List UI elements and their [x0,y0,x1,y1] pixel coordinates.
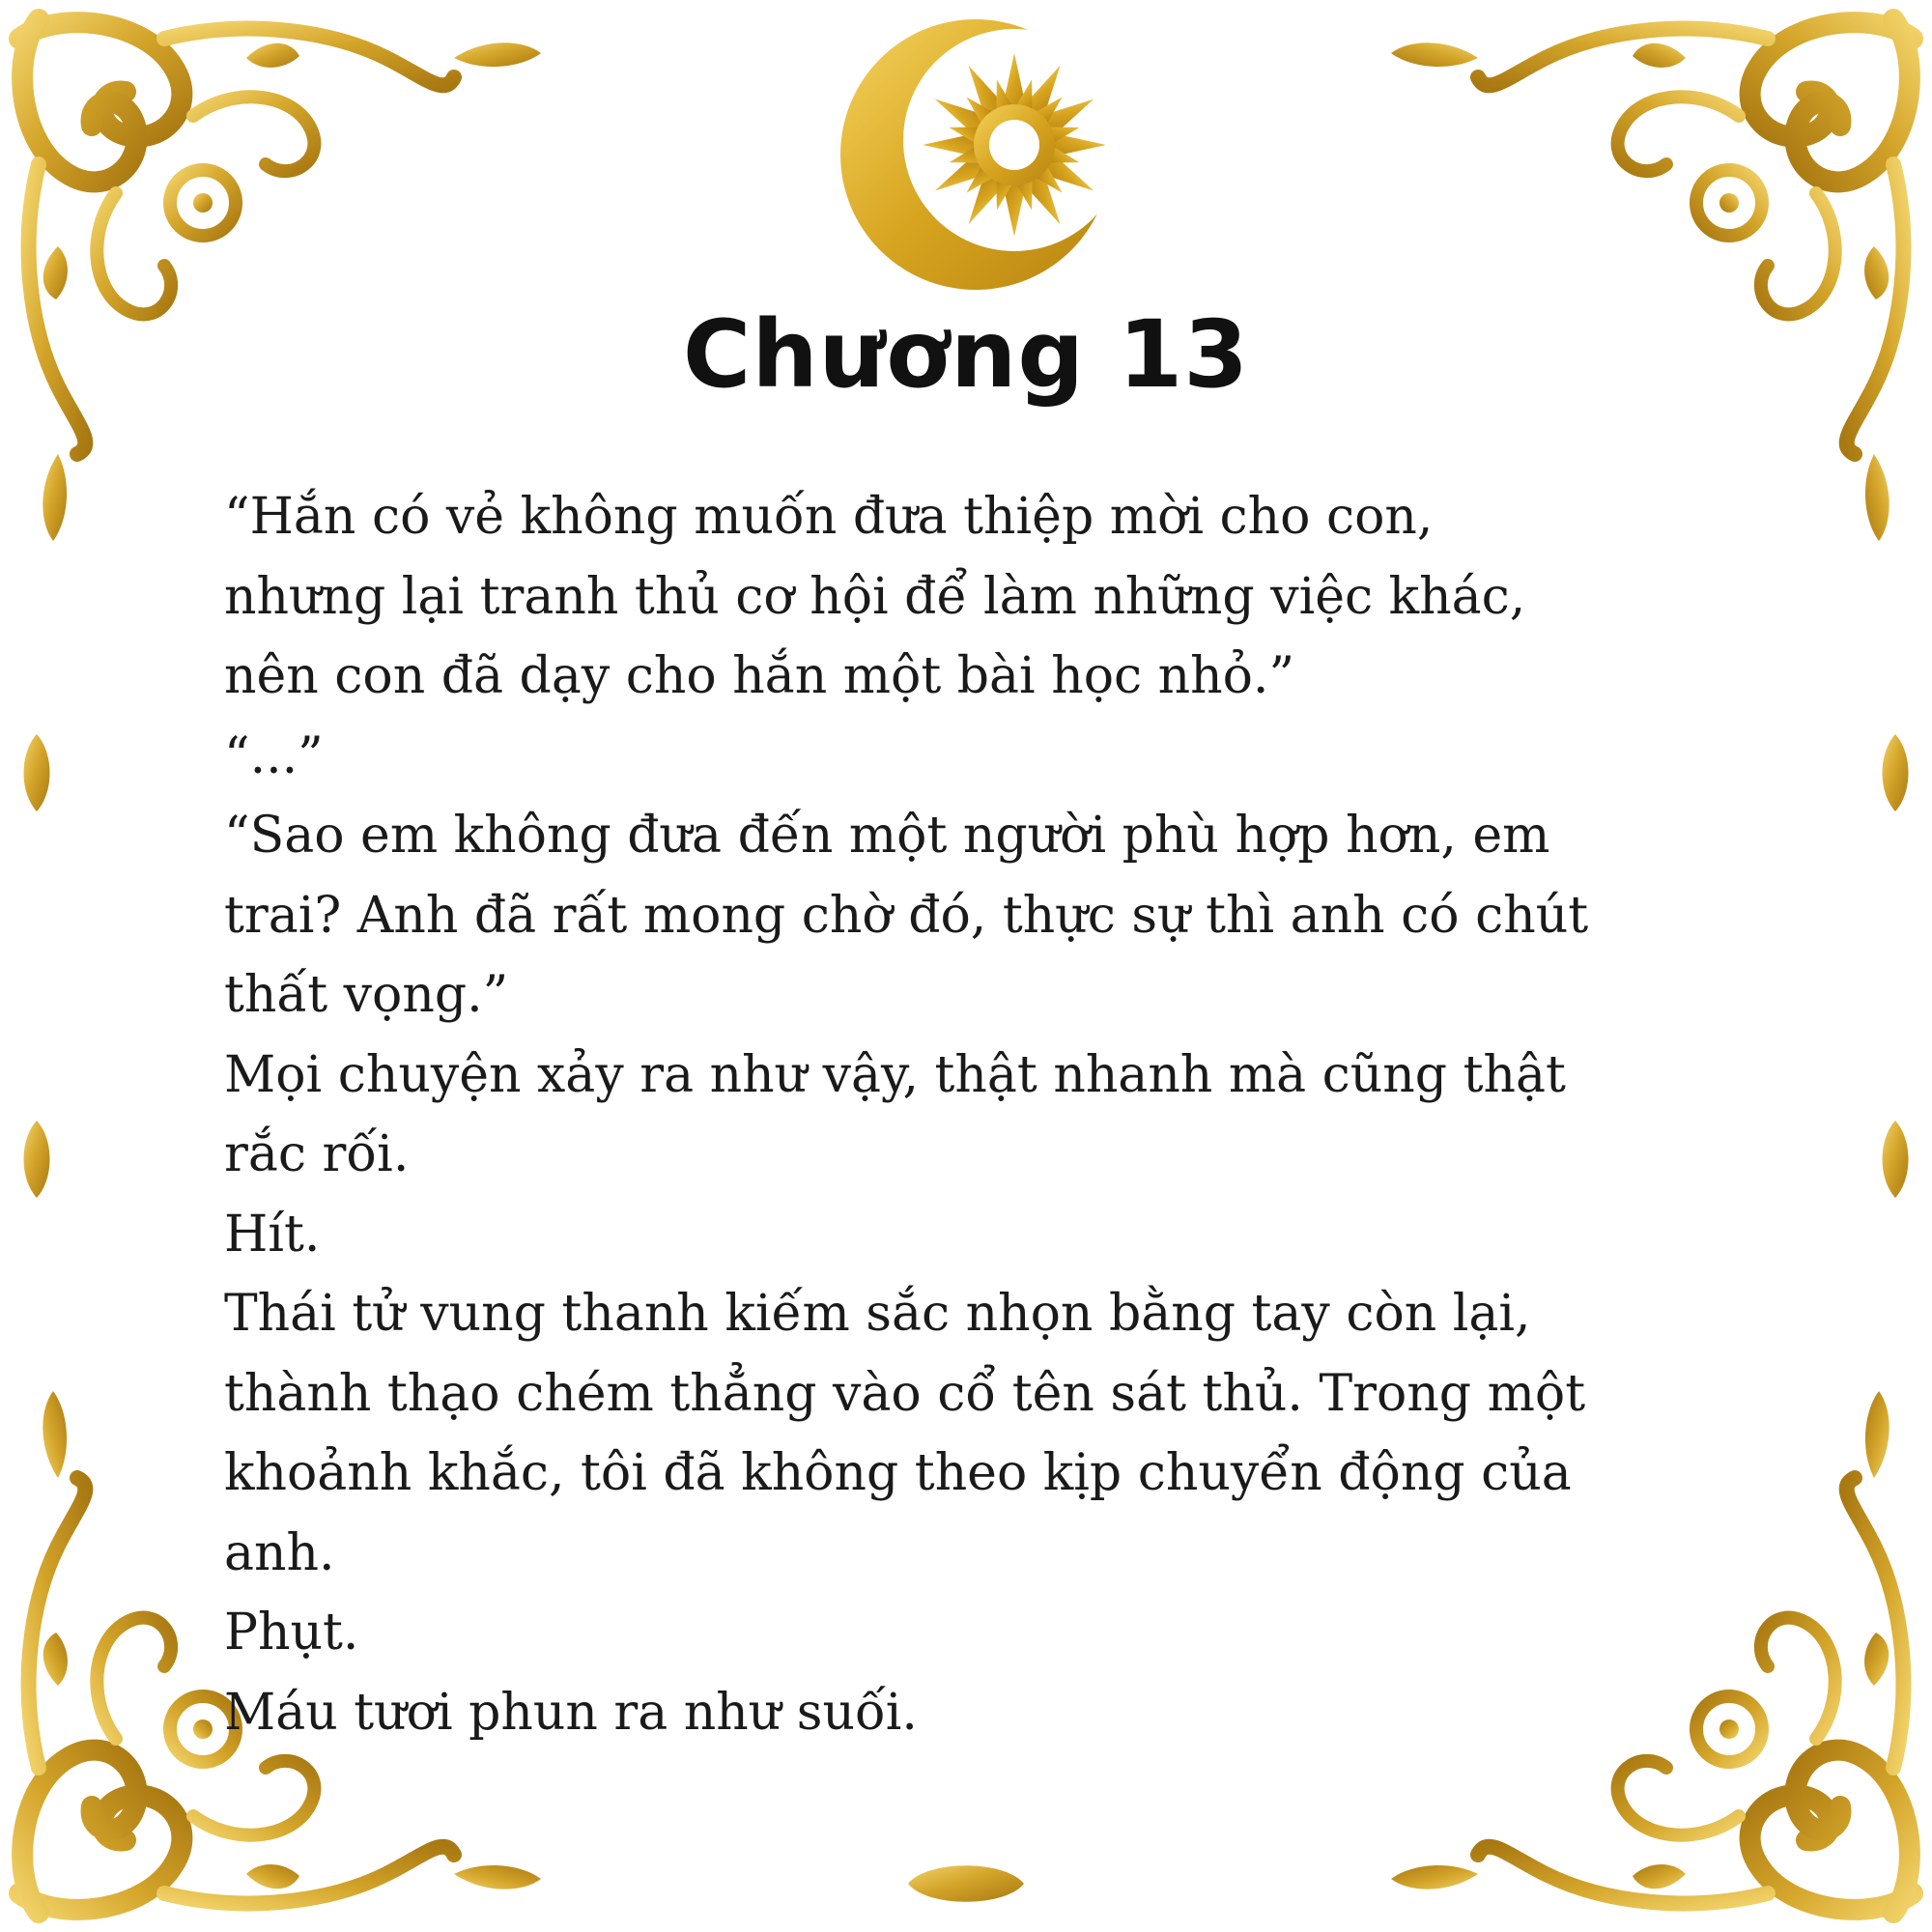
text-line: Máu tươi phun ra như suối. [224,1683,918,1742]
text-line: “Hắn có vẻ không muốn đưa thiệp mời cho con, [224,488,1434,546]
chapter-body [224,477,1731,1752]
crescent-moon-sun-icon [831,10,1121,299]
text-line: Mọi chuyện xảy ra như vậy, thật nhanh mà cũng thật [224,1045,1566,1104]
text-line: “Sao em không đưa đến một người phù hợp hơn, em [224,807,1550,865]
text-line: thất vọng.” [224,966,509,1024]
text-line: nên con đã dạy cho hắn một bài học nhỏ.” [224,647,1295,705]
text-line: Thái tử vung thanh kiếm sắc nhọn bằng tay còn lại, [224,1285,1531,1343]
text-line: anh. [224,1523,335,1582]
text-line: Hít. [224,1205,321,1264]
text-line: trai? Anh đã rất mong chờ đó, thực sự thì anh có chút [224,886,1589,945]
text-line: thành thạo chém thẳng vào cổ tên sát thủ. Trong một [224,1364,1586,1423]
text-line: khoảnh khắc, tôi đã không theo kịp chuyển động của [224,1444,1572,1502]
text-line: Phụt. [224,1604,359,1662]
chapter-title: Chương 13 [682,300,1250,409]
text-line: rắc rối. [224,1125,410,1183]
text-line: “...” [224,726,324,785]
text-line: nhưng lại tranh thủ cơ hội để làm những việc khác, [224,567,1526,626]
